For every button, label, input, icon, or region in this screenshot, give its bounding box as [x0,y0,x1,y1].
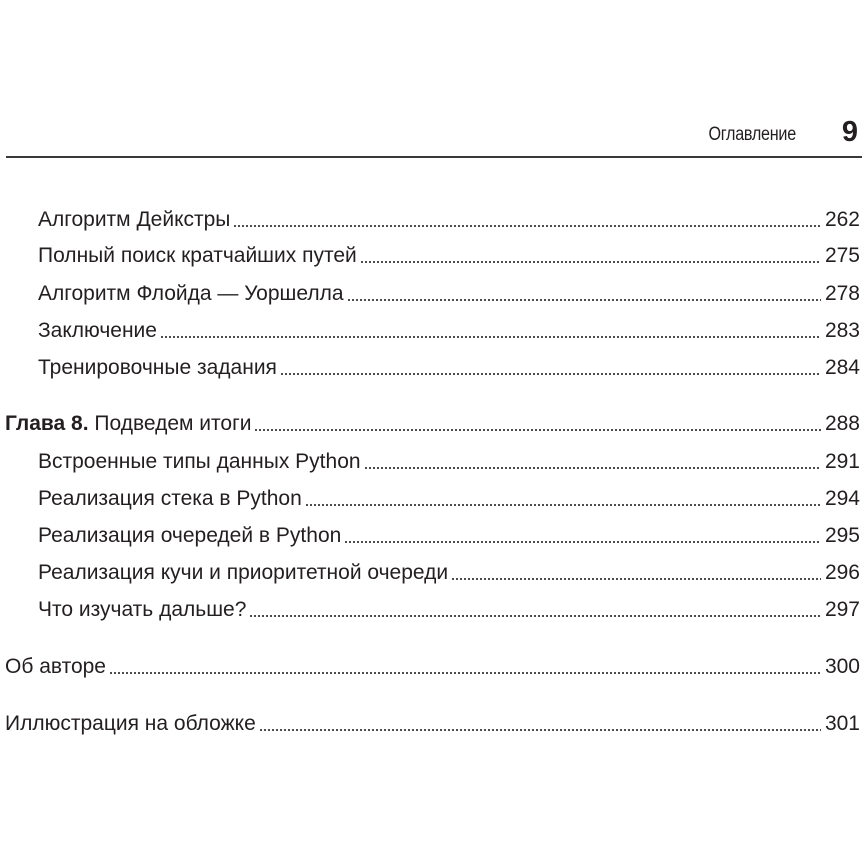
toc-entry-page: 297 [824,598,860,621]
chapter-name: Подведем итоги [94,412,252,435]
toc-chapter-title [5,411,251,437]
dot-leader [451,578,821,580]
dot-leader [249,615,821,617]
dot-leader [347,299,821,301]
dot-leader [233,225,821,227]
toc-entry-page: 296 [824,561,860,584]
toc-entry [5,711,860,737]
running-head-title: Оглавление [708,124,796,145]
toc-entry-page: 288 [824,412,860,435]
toc-entry-page: 283 [824,319,860,342]
toc-entry-title: Реализация стека в Python [38,487,302,510]
dot-leader [305,504,821,506]
toc-entry-page: 301 [824,712,860,735]
dot-leader [160,336,821,338]
toc-entry [38,355,860,381]
toc-entry [38,597,860,623]
toc-entry-page: 284 [824,356,860,379]
dot-leader [360,261,821,263]
toc-entry-page: 291 [824,450,860,473]
toc-entry [38,243,860,269]
toc-entry [38,318,860,344]
toc-entry-page: 275 [824,244,860,267]
toc-entry-title: Реализация кучи и приоритетной очереди [38,561,449,584]
toc-entry-page: 300 [824,655,860,678]
toc-entry-page: 294 [824,487,860,510]
dot-leader [280,373,821,375]
toc-entry [38,560,860,586]
dot-leader [364,467,821,469]
toc-entry-title: Встроенные типы данных Python [38,450,361,473]
toc-chapter-entry [5,411,860,437]
toc-entry-title: Иллюстрация на обложке [5,712,256,735]
toc-entry-page: 295 [824,524,860,547]
toc-entry [38,281,860,307]
toc-entry-title: Реализация очередей в Python [38,524,342,547]
toc-entry-title: Об авторе [5,655,106,678]
toc-entry-title: Что изучать дальше? [38,598,247,621]
toc-entry-page: 262 [824,208,860,231]
toc-entry-title: Полный поиск кратчайших путей [38,244,357,267]
dot-leader [259,729,821,731]
toc-entry-title: Заключение [38,319,157,342]
toc-entry-title: Алгоритм Флойда — Уоршелла [38,282,344,305]
toc-entry-title: Тренировочные задания [38,356,277,379]
page-number: 9 [841,116,858,148]
toc-entry [38,449,860,475]
dot-leader [344,541,821,543]
dot-leader [254,429,820,431]
chapter-prefix: Глава 8. [5,412,89,435]
toc-entry [5,654,860,680]
toc-entry-page: 278 [824,282,860,305]
toc-entry [38,486,860,512]
toc-entry [38,207,860,233]
toc-entry [38,523,860,549]
toc-entry-title: Алгоритм Дейкстры [38,208,231,231]
dot-leader [109,672,821,674]
